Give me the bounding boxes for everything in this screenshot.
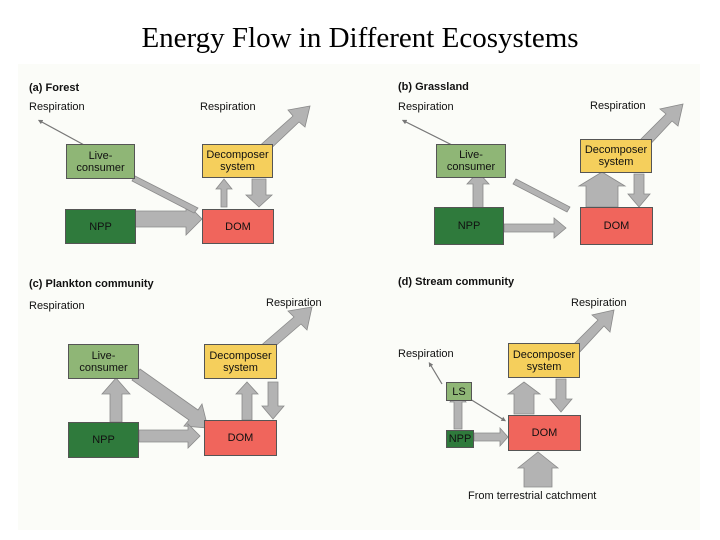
npp-box: NPP xyxy=(68,422,139,458)
decomposer-box: Decomposer system xyxy=(202,144,273,178)
arrow-b-npp-dom xyxy=(504,218,566,238)
arrow-d-dom-decomp xyxy=(508,382,540,414)
npp-box: NPP xyxy=(446,430,474,448)
arrow-a-decomp-dom xyxy=(246,179,272,207)
arrow-b-decomp-dom xyxy=(628,174,650,207)
arrow-b-live-resp xyxy=(404,121,454,146)
arrow-d-decomp-dom xyxy=(550,379,572,412)
dom-box: DOM xyxy=(204,420,277,456)
npp-box: NPP xyxy=(65,209,136,244)
respiration-label: Respiration xyxy=(200,101,256,113)
respiration-label: Respiration xyxy=(398,348,454,360)
decomposer-box: Decomposer system xyxy=(204,344,277,379)
catchment-input-label: From terrestrial catchment xyxy=(468,490,597,502)
decomposer-box: Decomposer system xyxy=(508,343,580,378)
arrow-d-npp-dom xyxy=(474,428,508,446)
respiration-label: Respiration xyxy=(398,101,454,113)
arrow-a-dom-decomp-up xyxy=(216,179,232,207)
respiration-label: Respiration xyxy=(29,300,85,312)
arrow-a-live-resp xyxy=(40,121,86,146)
arrow-d-catchment xyxy=(518,452,558,487)
slide-title: Energy Flow in Different Ecosystems xyxy=(141,22,579,54)
energy-flow-figure xyxy=(18,64,700,530)
arrow-b-live-dom xyxy=(513,179,570,212)
arrow-b-dom-decomp xyxy=(579,172,625,207)
dom-box: DOM xyxy=(202,209,274,244)
arrow-c-decomp-dom xyxy=(262,382,284,419)
dom-box: DOM xyxy=(508,415,581,451)
ls-box: LS xyxy=(446,382,472,401)
respiration-label: Respiration xyxy=(266,297,322,309)
arrow-d-ls-dom xyxy=(470,399,504,420)
live-consumer-box: Live- consumer xyxy=(66,144,135,179)
panel-label-grassland: (b) Grassland xyxy=(398,81,469,93)
decomposer-box: Decomposer system xyxy=(580,139,652,173)
arrow-c-npp-live xyxy=(102,378,130,422)
arrow-c-dom-decomp xyxy=(236,382,258,420)
dom-box: DOM xyxy=(580,207,653,245)
npp-box: NPP xyxy=(434,207,504,245)
panel-label-stream: (d) Stream community xyxy=(398,276,515,288)
live-consumer-box: Live- consumer xyxy=(436,144,506,178)
live-consumer-box: Live- consumer xyxy=(68,344,139,379)
panel-label-forest: (a) Forest xyxy=(29,82,80,94)
arrow-c-live-dom xyxy=(132,369,208,428)
arrow-c-npp-dom xyxy=(139,424,200,448)
arrow-b-npp-live xyxy=(467,172,489,212)
arrow-a-live-dom xyxy=(132,176,198,213)
panel-label-plankton: (c) Plankton community xyxy=(29,278,154,290)
arrow-d-ls-resp xyxy=(430,364,442,384)
respiration-label: Respiration xyxy=(590,100,646,112)
respiration-label: Respiration xyxy=(571,297,627,309)
respiration-label: Respiration xyxy=(29,101,85,113)
